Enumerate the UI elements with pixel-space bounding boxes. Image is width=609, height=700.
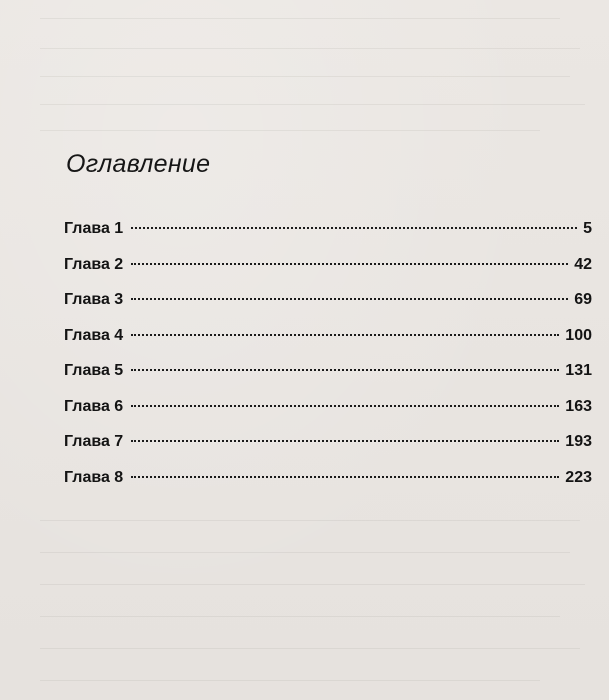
toc-list	[64, 220, 592, 504]
bleed-through-line	[40, 680, 540, 681]
toc-entry-label: Глава 4	[64, 326, 124, 344]
bleed-through-line	[40, 104, 585, 105]
toc-dot-leader	[131, 369, 559, 371]
toc-entry-label: Глава 3	[64, 291, 124, 308]
toc-entry-page-number: 131	[565, 362, 592, 379]
bleed-through-line	[40, 648, 580, 649]
toc-title: Оглавление	[66, 150, 211, 178]
bleed-through-line	[40, 552, 570, 553]
toc-dot-leader	[131, 440, 559, 442]
toc-entry-label: Глава 8	[64, 468, 124, 486]
toc-entry-page-number: 223	[565, 468, 592, 486]
bleed-through-line	[40, 584, 585, 585]
toc-entry-label: Глава 7	[64, 433, 124, 450]
toc-entry-label: Глава 1	[64, 220, 124, 237]
toc-dot-leader	[131, 405, 559, 407]
toc-entry	[64, 398, 592, 434]
toc-entry-page-number: 100	[565, 326, 592, 344]
toc-entry	[64, 362, 592, 398]
toc-entry-page-number: 42	[574, 255, 592, 273]
toc-entry-label: Глава 5	[64, 362, 124, 379]
bleed-through-line	[40, 616, 560, 617]
toc-entry-page-number: 193	[565, 433, 592, 450]
bleed-through-line	[40, 130, 540, 131]
bleed-through-line	[40, 18, 560, 19]
bleed-through-line	[40, 520, 580, 521]
bleed-through-line	[40, 48, 580, 49]
toc-dot-leader	[131, 334, 559, 336]
toc-dot-leader	[131, 263, 568, 265]
toc-entry-page-number: 69	[574, 291, 592, 308]
toc-entry-page-number: 5	[583, 220, 592, 237]
toc-entry	[64, 291, 592, 327]
toc-entry-label: Глава 2	[64, 255, 124, 273]
toc-entry	[64, 256, 592, 292]
toc-dot-leader	[131, 298, 568, 300]
toc-dot-leader	[131, 476, 559, 478]
toc-entry-label: Глава 6	[64, 397, 124, 415]
toc-entry-page-number: 163	[565, 397, 592, 415]
toc-dot-leader	[131, 227, 577, 229]
toc-entry	[64, 327, 592, 363]
toc-entry	[64, 469, 592, 505]
toc-entry	[64, 433, 592, 469]
bleed-through-line	[40, 76, 570, 77]
toc-entry	[64, 220, 592, 256]
